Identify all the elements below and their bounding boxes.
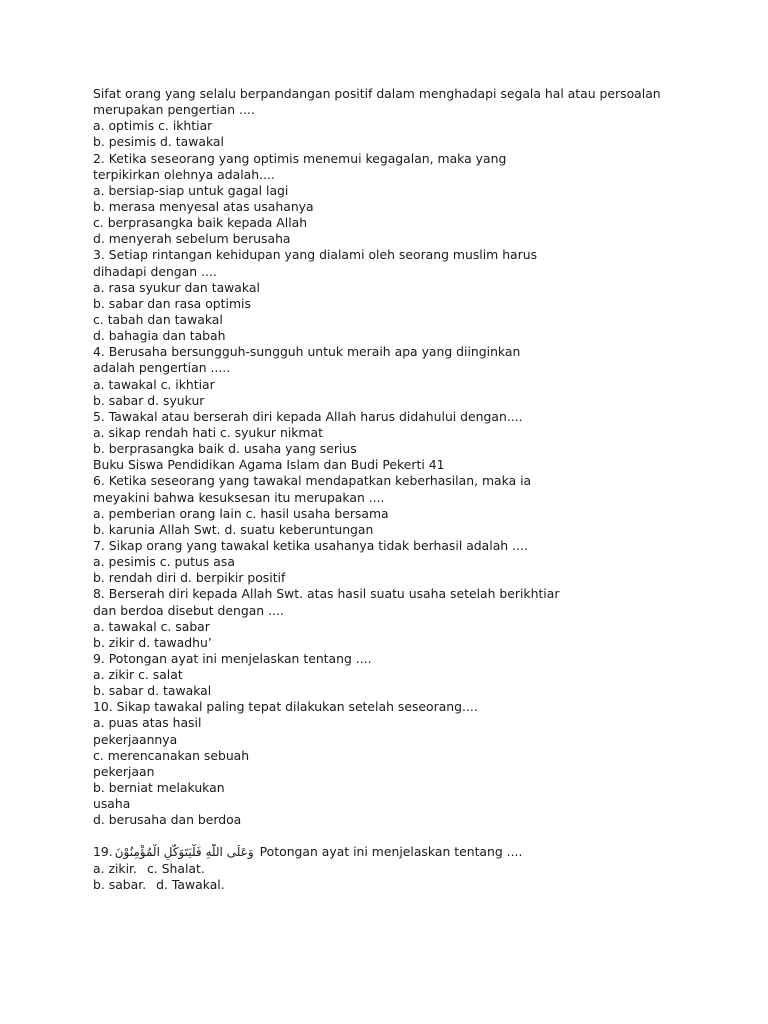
text-line: a. bersiap-siap untuk gagal lagi bbox=[93, 182, 289, 198]
option-d: d. Tawakal. bbox=[156, 876, 225, 892]
text-line: c. berprasangka baik kepada Allah bbox=[93, 215, 308, 231]
text-line: terpikirkan olehnya adalah.... bbox=[93, 166, 275, 182]
text-line: 4. Berusaha bersungguh-sungguh untuk meraih apa yang diinginkan bbox=[93, 344, 521, 360]
text-line: dan berdoa disebut dengan .... bbox=[93, 602, 284, 618]
text-line: a. tawakal c. sabar bbox=[93, 618, 210, 634]
document-page bbox=[93, 86, 733, 893]
text-line: 2. Ketika seseorang yang optimis menemui kegagalan, maka yang bbox=[93, 150, 507, 166]
text-line: c. merencanakan sebuah bbox=[93, 747, 250, 763]
text-line: usaha bbox=[93, 796, 131, 812]
text-line: d. menyerah sebelum berusaha bbox=[93, 231, 291, 247]
question-number: 19. bbox=[93, 844, 113, 860]
text-line: b. sabar d. tawakal bbox=[93, 683, 212, 699]
text-line: pekerjaan bbox=[93, 763, 155, 779]
arabic-verse: وَعَلَى اللّٰهِ فَلْيَتَوَكَّلِ الْمُؤْمِنُوْنَ bbox=[114, 845, 254, 860]
text-line: 6. Ketika seseorang yang tawakal mendapatkan keberhasilan, maka ia bbox=[93, 473, 532, 489]
text-line: a. sikap rendah hati c. syukur nikmat bbox=[93, 424, 323, 440]
text-line: a. zikir c. salat bbox=[93, 667, 183, 683]
text-line: b. pesimis d. tawakal bbox=[93, 134, 224, 150]
text-line: c. tabah dan tawakal bbox=[93, 311, 223, 327]
text-line: a. pemberian orang lain c. hasil usaha bersama bbox=[93, 505, 389, 521]
option-row bbox=[93, 861, 733, 877]
text-line: d. bahagia dan tabah bbox=[93, 328, 226, 344]
option-c: c. Shalat. bbox=[146, 860, 205, 876]
text-line: a. pesimis c. putus asa bbox=[93, 554, 235, 570]
text-line: b. berprasangka baik d. usaha yang serius bbox=[93, 441, 357, 457]
text-line: b. karunia Allah Swt. d. suatu keberuntungan bbox=[93, 521, 374, 537]
text-line: b. berniat melakukan bbox=[93, 780, 225, 796]
text-line: b. sabar dan rasa optimis bbox=[93, 295, 251, 311]
option-row bbox=[93, 877, 733, 893]
option-a: a. zikir. bbox=[93, 860, 137, 876]
text-line: 3. Setiap rintangan kehidupan yang dialami oleh seorang muslim harus bbox=[93, 247, 538, 263]
text-line: b. sabar d. syukur bbox=[93, 392, 205, 408]
text-line: 9. Potongan ayat ini menjelaskan tentang .... bbox=[93, 650, 372, 666]
text-line: a. rasa syukur dan tawakal bbox=[93, 279, 260, 295]
text-line: adalah pengertian ..... bbox=[93, 360, 231, 376]
text-line: b. zikir d. tawadhu’ bbox=[93, 634, 212, 650]
question-text: Potongan ayat ini menjelaskan tentang .... bbox=[259, 844, 523, 860]
text-line: Sifat orang yang selalu berpandangan positif dalam menghadapi segala hal atau persoalan bbox=[93, 86, 661, 101]
text-line: merupakan pengertian .... bbox=[93, 102, 255, 118]
text-line: a. optimis c. ikhtiar bbox=[93, 118, 213, 134]
question-19-line bbox=[93, 844, 733, 860]
text-line: 7. Sikap orang yang tawakal ketika usahanya tidak berhasil adalah .... bbox=[93, 537, 528, 553]
text-line: a. tawakal c. ikhtiar bbox=[93, 376, 215, 392]
option-b: b. sabar. bbox=[93, 876, 147, 892]
paragraph-gap bbox=[93, 828, 733, 844]
text-line: b. rendah diri d. berpikir positif bbox=[93, 570, 286, 586]
text-line: a. puas atas hasil bbox=[93, 715, 202, 731]
text-line: d. berusaha dan berdoa bbox=[93, 812, 242, 828]
question-list bbox=[93, 86, 733, 828]
text-line: 10. Sikap tawakal paling tepat dilakukan setelah seseorang.... bbox=[93, 699, 478, 715]
text-line: meyakini bahwa kesuksesan itu merupakan .... bbox=[93, 489, 385, 505]
text-line: 8. Berserah diri kepada Allah Swt. atas hasil suatu usaha setelah berikhtiar bbox=[93, 586, 560, 602]
text-line: 5. Tawakal atau berserah diri kepada Allah harus didahului dengan.... bbox=[93, 408, 523, 424]
text-line: b. merasa menyesal atas usahanya bbox=[93, 198, 314, 214]
final-question bbox=[93, 844, 733, 892]
text-line: dihadapi dengan .... bbox=[93, 263, 217, 279]
text-line: pekerjaannya bbox=[93, 731, 178, 747]
text-line: Buku Siswa Pendidikan Agama Islam dan Budi Pekerti 41 bbox=[93, 457, 445, 473]
